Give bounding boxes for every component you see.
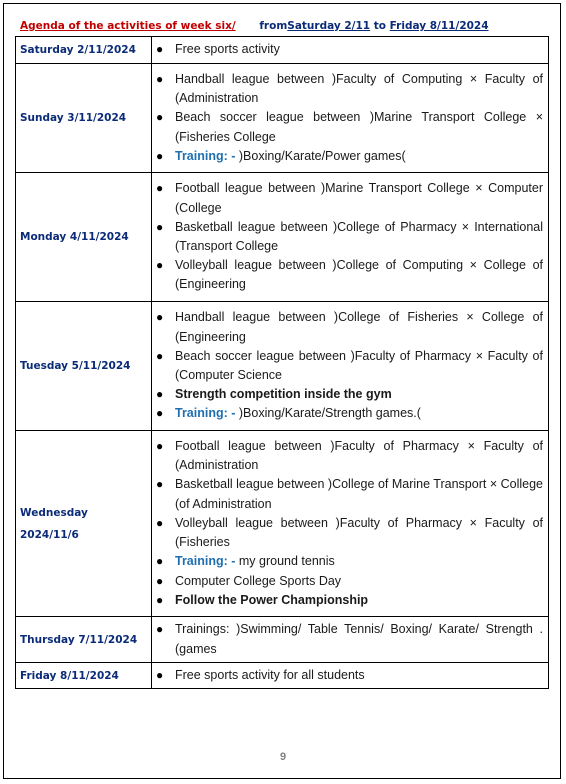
bullet-dot-icon: ●: [156, 42, 164, 57]
activity-text: )Boxing/Karate/Power games(: [238, 148, 406, 163]
day-cell: Saturday 2/11/2024: [16, 37, 152, 64]
bullet-dot-icon: ●: [156, 148, 164, 163]
activity-list: [156, 40, 543, 59]
bullet-dot-icon: ●: [156, 181, 164, 196]
date-range-end: Friday 8/11/2024: [389, 20, 489, 32]
page-number: 9: [279, 751, 287, 763]
activity-list: [156, 179, 543, 294]
activity-text: Beach soccer league between )Marine Transport College × (Fisheries College: [175, 110, 543, 144]
activity-list: [156, 70, 543, 166]
activity-item: [156, 347, 543, 385]
activity-list: [156, 308, 543, 423]
activity-text: Free sports activity for all students: [175, 667, 365, 682]
activity-text: Football league between )Marine Transport College × Computer (College: [175, 181, 543, 215]
activity-list: [156, 620, 543, 658]
activity-item: [156, 404, 543, 423]
activity-item: [156, 70, 543, 108]
activities-cell: [152, 173, 549, 302]
activity-item: [156, 475, 543, 513]
training-label: Training: -: [175, 148, 239, 163]
agenda-title: [20, 20, 560, 32]
bullet-dot-icon: ●: [156, 348, 164, 363]
activity-text: Computer College Sports Day: [175, 573, 342, 588]
day-cell: Thursday 7/11/2024: [16, 617, 152, 663]
agenda-row: [16, 37, 549, 64]
activities-cell: [152, 302, 549, 431]
activity-item: [156, 514, 543, 552]
training-label: Training: -: [175, 406, 239, 421]
agenda-date-range: [259, 20, 488, 32]
agenda-table: [15, 36, 549, 689]
activity-item: [156, 256, 543, 294]
activities-cell: [152, 64, 549, 173]
bullet-dot-icon: ●: [156, 515, 164, 530]
agenda-table-body: [16, 37, 549, 689]
agenda-title-text: Agenda of the activities of week six/: [20, 20, 236, 32]
activity-list: [156, 437, 543, 610]
day-cell: Sunday 3/11/2024: [16, 64, 152, 173]
bullet-dot-icon: ●: [156, 406, 164, 421]
activity-item: [156, 108, 543, 146]
activity-text: Follow the Power Championship: [175, 592, 369, 607]
activity-item: [156, 552, 543, 571]
activity-item: [156, 385, 543, 404]
bullet-dot-icon: ●: [156, 110, 164, 125]
agenda-row: [16, 431, 549, 617]
activity-text: Volleyball league between )College of Computing × College of (Engineering: [175, 258, 543, 292]
activity-item: [156, 437, 543, 475]
activity-text: Basketball league between )College of Marine Transport × College (of Administration: [175, 477, 543, 511]
agenda-row: [16, 663, 549, 689]
date-range-prefix: from: [259, 20, 288, 32]
day-cell: Tuesday 5/11/2024: [16, 302, 152, 431]
activity-item: [156, 620, 543, 658]
activity-text: Free sports activity: [175, 42, 280, 57]
activity-item: [156, 308, 543, 346]
bullet-dot-icon: ●: [156, 554, 164, 569]
bullet-dot-icon: ●: [156, 258, 164, 273]
day-cell: Friday 8/11/2024: [16, 663, 152, 689]
bullet-dot-icon: ●: [156, 71, 164, 86]
activity-list: [156, 666, 543, 685]
activities-cell: [152, 431, 549, 617]
bullet-dot-icon: ●: [156, 592, 164, 607]
date-range-start: Saturday 2/11: [287, 20, 371, 32]
activity-text: Trainings: )Swimming/ Table Tennis/ Boxing/ Karate/ Strength .(games: [175, 622, 543, 656]
activity-item: [156, 179, 543, 217]
activity-text: Football league between )Faculty of Pharmacy × Faculty of (Administration: [175, 439, 543, 473]
agenda-row: [16, 64, 549, 173]
bullet-dot-icon: ●: [156, 477, 164, 492]
training-label: Training: -: [175, 554, 239, 569]
activity-text: Basketball league between )College of Pharmacy × International (Transport College: [175, 219, 543, 253]
activities-cell: [152, 617, 549, 663]
activity-text: my ground tennis: [238, 554, 335, 569]
activity-text: Beach soccer league between )Faculty of Pharmacy × Faculty of (Computer Science: [175, 348, 543, 382]
activity-item: [156, 666, 543, 685]
activity-item: [156, 218, 543, 256]
activity-text: Handball league between )Faculty of Computing × Faculty of (Administration: [175, 71, 543, 106]
day-cell: Wednesday 2024/11/6: [16, 431, 152, 617]
bullet-dot-icon: ●: [156, 667, 164, 682]
day-cell: Monday 4/11/2024: [16, 173, 152, 302]
activity-item: [156, 147, 543, 166]
bullet-dot-icon: ●: [156, 387, 164, 402]
activity-text: Strength competition inside the gym: [175, 387, 392, 402]
agenda-row: [16, 302, 549, 431]
activity-item: [156, 40, 543, 59]
agenda-row: [16, 617, 549, 663]
activity-text: )Boxing/Karate/Strength games.(: [238, 406, 421, 421]
activity-text: Handball league between )College of Fisheries × College of (Engineering: [175, 310, 543, 344]
bullet-dot-icon: ●: [156, 310, 164, 325]
activity-item: [156, 591, 543, 610]
date-range-to: to: [370, 20, 390, 32]
activities-cell: [152, 663, 549, 689]
agenda-row: [16, 173, 549, 302]
activities-cell: [152, 37, 549, 64]
bullet-dot-icon: ●: [156, 622, 164, 637]
activity-text: Volleyball league between )Faculty of Pharmacy × Faculty of (Fisheries: [175, 515, 543, 550]
bullet-dot-icon: ●: [156, 219, 164, 234]
bullet-dot-icon: ●: [156, 439, 164, 454]
activity-item: [156, 572, 543, 591]
bullet-dot-icon: ●: [156, 573, 164, 588]
